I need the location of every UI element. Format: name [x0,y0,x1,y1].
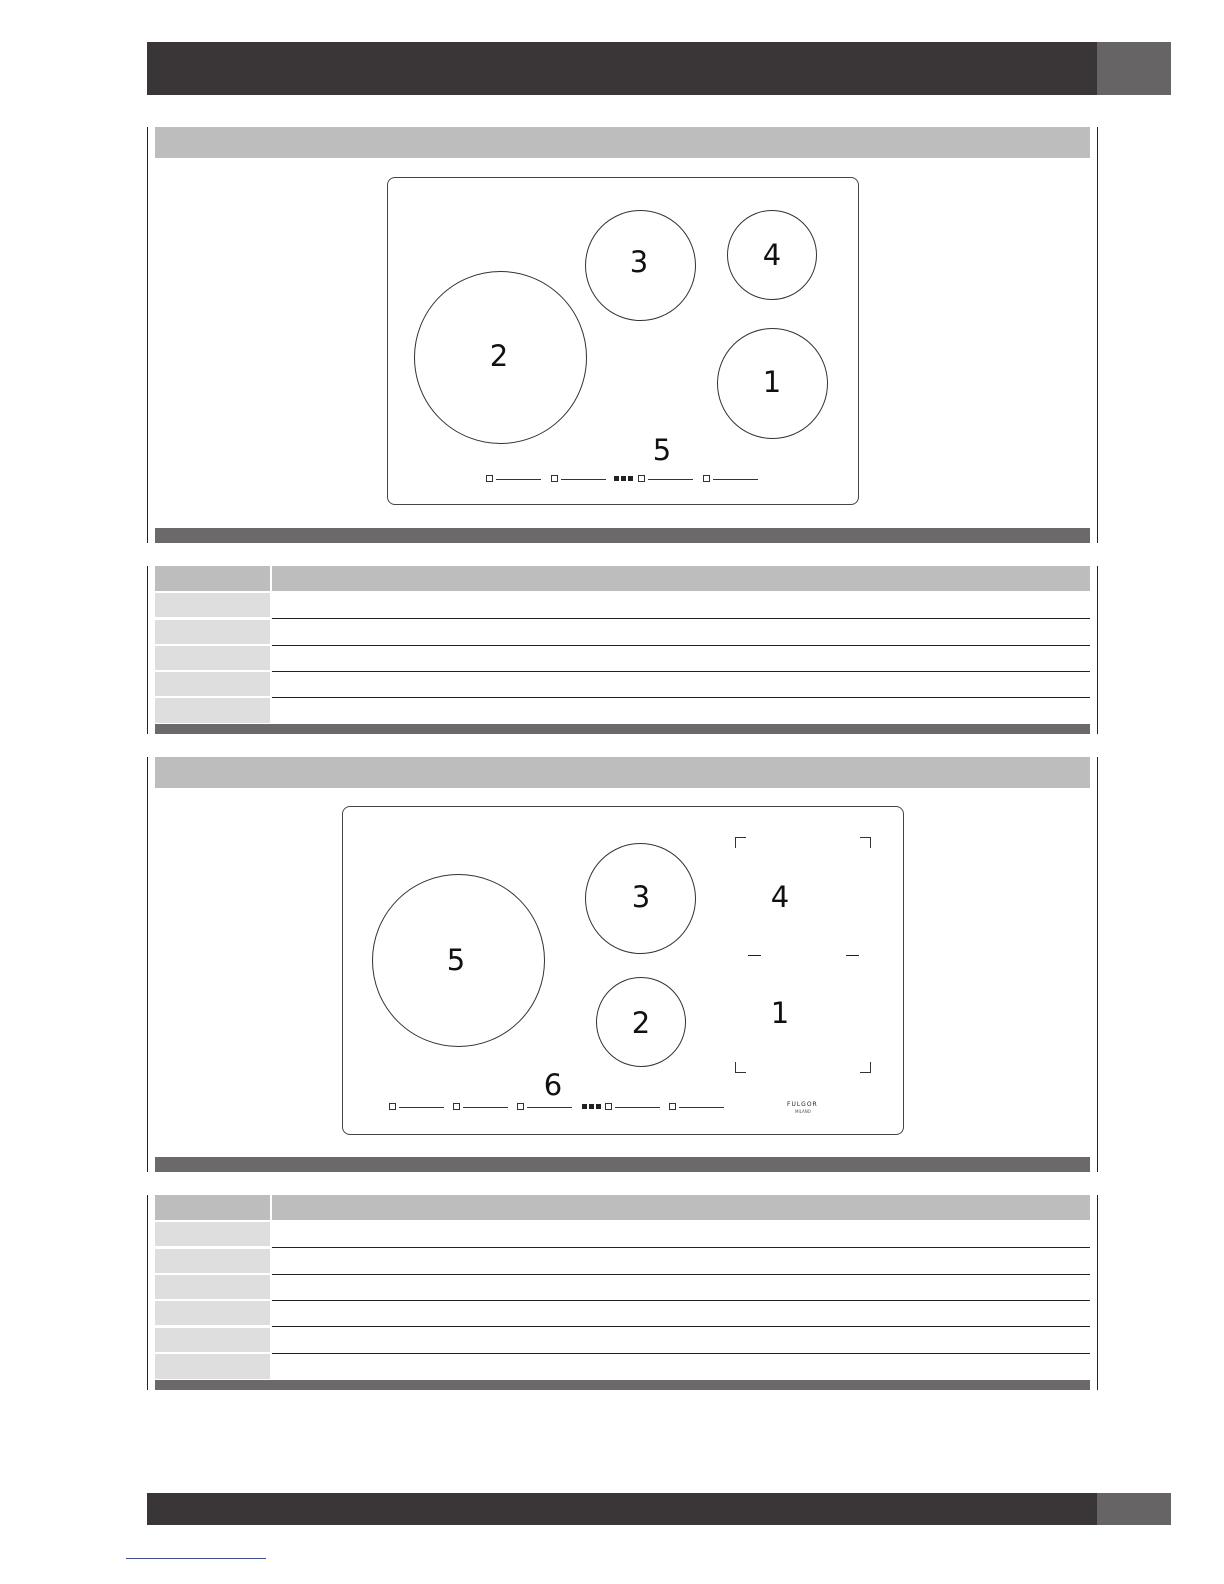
bridge-zone-corner [735,837,746,848]
zone-icon [669,1103,676,1110]
table1-footer [155,724,1090,734]
table-row-divider [272,1326,1090,1327]
section2-left-rule [147,757,148,1172]
zone-label: 4 [770,880,790,914]
table-row-key [155,698,270,723]
table1-header-key [155,566,270,591]
table-row-divider [272,1300,1090,1301]
zone-icon [638,475,645,482]
control-key [614,476,619,481]
section2-footer [155,1157,1090,1172]
section2-header [155,757,1090,788]
table2-right-rule [1097,1195,1098,1390]
page-header-tab [1097,42,1171,95]
section1-footer [155,528,1090,543]
bridge-zone-divider [846,955,859,956]
table-row-divider [272,697,1090,698]
table2-footer [155,1380,1090,1390]
table2-left-rule [147,1195,148,1390]
cooktop-36-panel [342,806,904,1135]
zone-label: 1 [770,996,790,1030]
zone-icon [453,1103,460,1110]
zone-icon [486,475,493,482]
table-row-divider [272,1274,1090,1275]
page-footer-tab [1097,1493,1171,1525]
table-row-key [155,646,270,670]
zone-label: 3 [629,245,649,279]
section1-right-rule [1097,127,1098,543]
zone-label: 4 [762,238,782,272]
bridge-zone-corner [735,1062,746,1073]
page-header-bar [147,42,1097,95]
table-row-key [155,1249,270,1273]
brand-logo: FULGOR [787,1101,818,1108]
table-row-key [155,1354,270,1379]
control-key [589,1104,594,1109]
cooktop-30-panel [387,177,859,505]
control-key [628,476,633,481]
bridge-zone-corner [860,837,871,848]
table-row-key [155,1301,270,1325]
table-row-divider [272,1247,1090,1248]
zone-icon [605,1103,612,1110]
table1-right-rule [1097,566,1098,734]
table2-header-value [272,1195,1090,1220]
zone-label: 3 [631,880,651,914]
section1-left-rule [147,127,148,543]
section1-header [155,127,1090,158]
zone-icon [703,475,710,482]
table2-header-key [155,1195,270,1220]
zone-label: 1 [762,365,782,399]
zone-icon [517,1103,524,1110]
table-row-divider [272,618,1090,619]
bridge-zone-divider [748,955,761,956]
zone-label: 6 [543,1068,563,1102]
footer-link-underline[interactable] [126,1558,266,1559]
table-row-key [155,620,270,644]
zone-icon [389,1103,396,1110]
table1-left-rule [147,566,148,734]
bridge-zone-corner [860,1062,871,1073]
brand-tagline: MILANO [795,1109,811,1114]
table-row-divider [272,671,1090,672]
table-row-key [155,593,270,617]
control-key [582,1104,587,1109]
table-row-key [155,672,270,696]
section2-right-rule [1097,757,1098,1172]
table-row-divider [272,1353,1090,1354]
table-row-key [155,1275,270,1299]
zone-label: 5 [652,433,672,467]
zone-icon [551,475,558,482]
table-row-key [155,1328,270,1352]
control-key [596,1104,601,1109]
table1-header-value [272,566,1090,591]
page-footer-bar [147,1493,1097,1525]
zone-label: 5 [446,943,466,977]
zone-label: 2 [631,1006,651,1040]
zone-label: 2 [489,339,509,373]
control-key [621,476,626,481]
table-row-key [155,1222,270,1246]
table-row-divider [272,645,1090,646]
